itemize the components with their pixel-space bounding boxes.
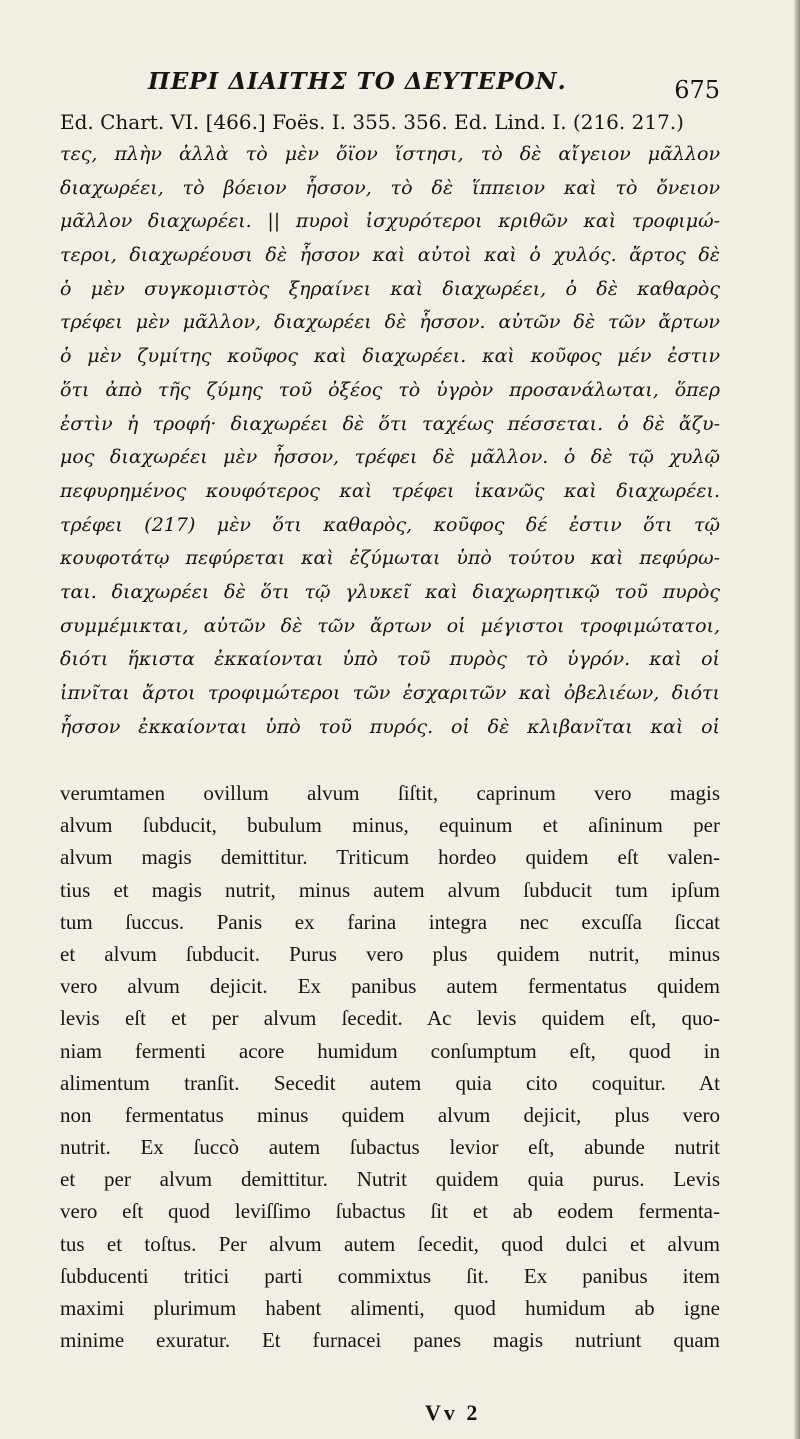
greek-line: συμμέμικται, αὐτῶν δὲ τῶν ἄρτων οἱ μέγιστοι τροφιμώτατοι, [60, 614, 720, 637]
greek-line: διαχωρέει, τὸ βόειον ἧσσον, τὸ δὲ ἵππειον καὶ τὸ ὄνειον [60, 176, 720, 199]
latin-line: niam fermenti acore humidum conſumptum eſt, quod in [60, 1038, 720, 1063]
latin-line: nutrit. Ex ſuccò autem ſubactus levior eſt, abunde nutrit [60, 1135, 720, 1160]
greek-line: τρέφει (217) μὲν ὅτι καθαρὸς, κοῦφος δέ ἐστιν ὅτι τῷ [60, 513, 720, 536]
latin-line: levis eſt et per alvum ſecedit. Ac levis quidem eſt, quo- [60, 1006, 720, 1031]
latin-line: alvum magis demittitur. Triticum hordeo quidem eſt valen- [60, 845, 720, 870]
greek-line: κουφοτάτῳ πεφύρεται καὶ ἐζύμωται ὑπὸ τούτου καὶ πεφύρω- [60, 547, 720, 570]
greek-line: πεφυρημένος κουφότερος καὶ τρέφει ἱκανῶς καὶ διαχωρέει. [60, 479, 720, 502]
greek-line: ἧσσον ἐκκαίονται ὑπὸ τοῦ πυρός. οἱ δὲ κλιβανῖται καὶ οἱ [60, 715, 720, 738]
latin-line: ſubducenti tritici parti commixtus ſit. Ex panibus item [60, 1263, 720, 1288]
latin-line: alimentum tranſit. Secedit autem quia cito coquitur. At [60, 1070, 720, 1095]
latin-line: vero eſt quod leviſſimo ſubactus ſit et ab eodem fermenta- [60, 1199, 720, 1224]
latin-line: vero alvum dejicit. Ex panibus autem fermentatus quidem [60, 974, 720, 999]
page-edge-shadow [794, 0, 800, 1439]
latin-line: alvum ſubducit, bubulum minus, equinum et aſininum per [60, 813, 720, 838]
latin-line: non fermentatus minus quidem alvum dejicit, plus vero [60, 1102, 720, 1127]
latin-line: tum ſuccus. Panis ex farina integra nec excuſſa ſiccat [60, 909, 720, 934]
greek-line: ὁ μὲν ζυμίτης κοῦφος καὶ διαχωρέει. καὶ κοῦφος μέν ἐστιν [60, 345, 720, 368]
greek-line: μος διαχωρέει μὲν ἧσσον, τρέφει δὲ μᾶλλον. ὁ δὲ τῷ χυλῷ [60, 446, 720, 469]
signature-mark: Vv 2 [425, 1400, 481, 1425]
greek-line: ἐστὶν ἡ τροφή· διαχωρέει δὲ ὅτι ταχέως πέσσεται. ὁ δὲ ἄζυ- [60, 412, 720, 435]
greek-line: τεροι, διαχωρέουσι δὲ ἧσσον καὶ αὐτοὶ καὶ ὁ χυλός. ἄρτος δὲ [60, 244, 720, 267]
latin-text-block [60, 777, 720, 1356]
greek-line: τες, πλὴν ἀλλὰ τὸ μὲν ὄϊον ἵστησι, τὸ δὲ αἴγειον μᾶλλον [60, 143, 720, 165]
greek-line: ὁ μὲν συγκομιστὸς ξηραίνει καὶ διαχωρέει, ὁ δὲ καθαρὸς [60, 277, 720, 300]
latin-line: et alvum ſubducit. Purus vero plus quidem nutrit, minus [60, 941, 720, 966]
latin-line: verumtamen ovillum alvum ſiſtit, caprinum vero magis [60, 781, 720, 805]
greek-text-block [60, 138, 720, 744]
latin-line: maximi plurimum habent alimenti, quod humidum ab igne [60, 1296, 720, 1320]
latin-line: tus et toſtus. Per alvum autem ſecedit, quod dulci et alvum [60, 1231, 720, 1256]
page-number: 675 [674, 76, 720, 104]
greek-line: τρέφει μὲν μᾶλλον, διαχωρέει δὲ ἧσσον. αὐτῶν δὲ τῶν ἄρτων [60, 311, 720, 334]
latin-line: et per alvum demittitur. Nutrit quidem quia purus. Levis [60, 1167, 720, 1192]
latin-line: tius et magis nutrit, minus autem alvum ſubducit tum ipſum [60, 877, 720, 902]
edition-reference-line: Ed. Chart. VI. [466.] Foës. I. 355. 356. Ed. Lind. I. (216. 217.) [60, 110, 684, 134]
greek-line: ται. διαχωρέει δὲ ὅτι τῷ γλυκεῖ καὶ διαχωρητικῷ τοῦ πυρὸς [60, 580, 720, 603]
page-header [60, 58, 720, 108]
greek-line: ὅτι ἀπὸ τῆς ζύμης τοῦ ὀξέος τὸ ὑγρὸν προσανάλωται, ὅπερ [60, 378, 720, 401]
running-title: ΠΕΡΙ ΔΙΑΙΤΗΣ ΤΟ ΔΕΥΤΕΡΟΝ. [148, 68, 567, 95]
greek-line: ἰπνῖται ἄρτοι τροφιμώτεροι τῶν ἐσχαριτῶν καὶ ὀβελιέων, διότι [60, 682, 720, 704]
greek-line: διότι ἥκιστα ἐκκαίονται ὑπὸ τοῦ πυρὸς τὸ ὑγρόν. καὶ οἱ [60, 648, 720, 671]
latin-line: minime exuratur. Et furnacei panes magis nutriunt quam [60, 1328, 720, 1353]
greek-line: μᾶλλον διαχωρέει. || πυροὶ ἰσχυρότεροι κριθῶν καὶ τροφιμώ- [60, 210, 720, 233]
